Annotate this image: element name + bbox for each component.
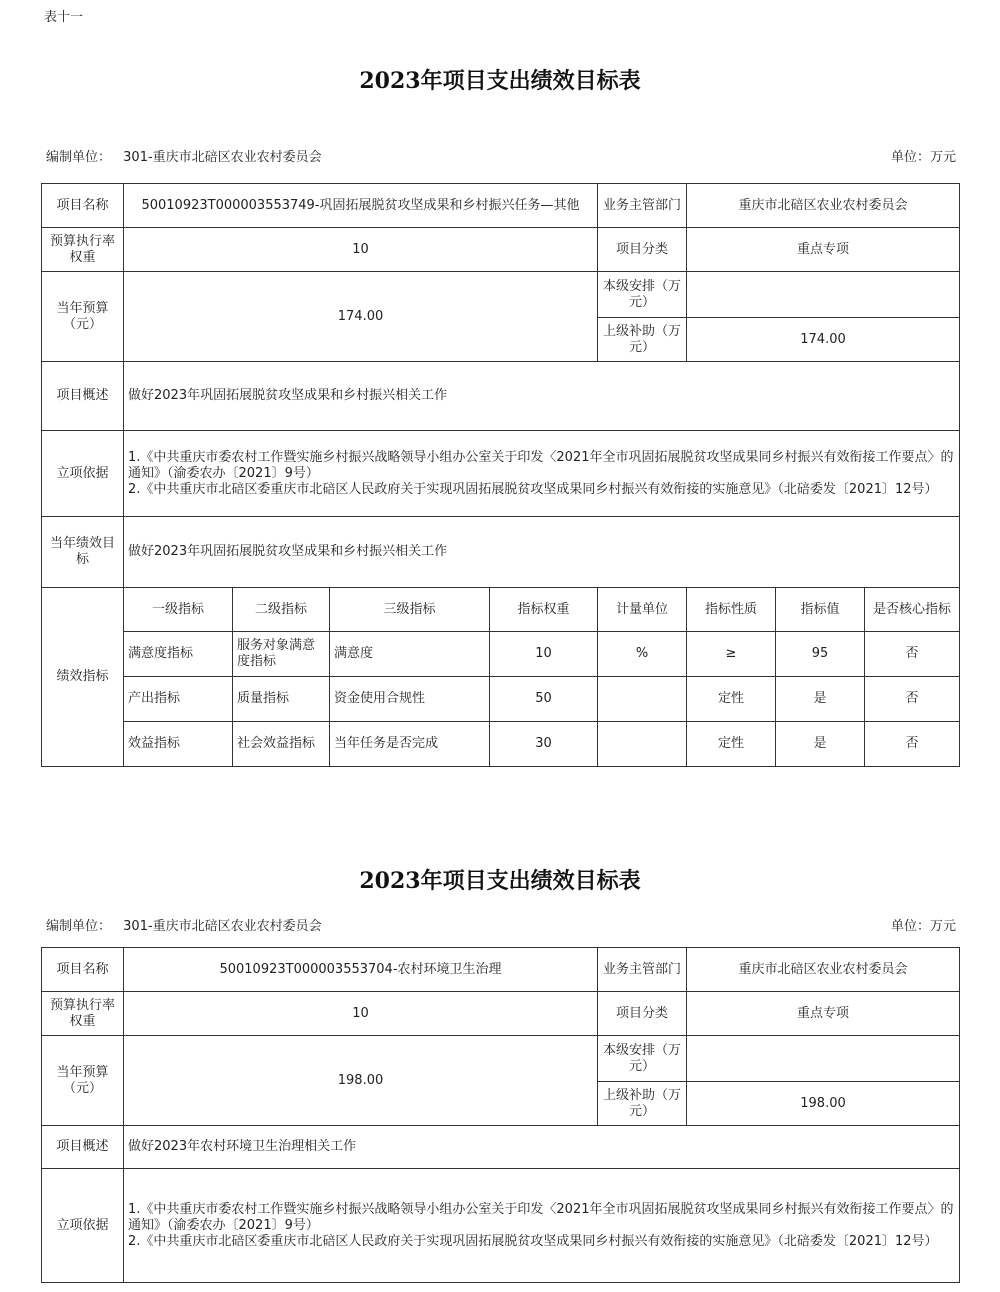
indicator-header-nature: 指标性质 — [687, 588, 776, 632]
superior-subsidy-value: 174.00 — [687, 318, 960, 362]
category-label: 项目分类 — [598, 228, 687, 272]
indicator-header-weight: 指标权重 — [490, 588, 598, 632]
compiling-unit-label: 编制单位： — [46, 919, 112, 934]
budget-value: 174.00 — [124, 272, 598, 362]
basis-item-2: 2.《中共重庆市北碚区委重庆市北碚区人民政府关于实现巩固拓展脱贫攻坚成果同乡村振兴有效衔接的实施意见》（北碚委发〔2021〕12号） — [128, 1233, 938, 1249]
indicator-header-core: 是否核心指标 — [865, 588, 960, 632]
indicator-cell: 产出指标 — [124, 677, 233, 722]
currency-unit: 单位：万元 — [890, 919, 956, 934]
indicator-header-level3: 三级指标 — [330, 588, 490, 632]
local-arrangement-label: 本级安排（万元） — [598, 1036, 687, 1082]
basis-value — [124, 431, 960, 517]
weight-label: 预算执行率权重 — [42, 992, 124, 1036]
basis-value — [124, 1169, 960, 1283]
superior-subsidy-label: 上级补助（万元） — [598, 318, 687, 362]
compiling-unit-label: 编制单位： — [46, 150, 112, 165]
department-value: 重庆市北碚区农业农村委员会 — [687, 184, 960, 228]
indicator-cell: 定性 — [687, 722, 776, 767]
superior-subsidy-label: 上级补助（万元） — [598, 1082, 687, 1126]
table-row — [42, 677, 960, 722]
annual-goal-value: 做好2023年巩固拓展脱贫攻坚成果和乡村振兴相关工作 — [124, 517, 960, 588]
local-arrangement-label: 本级安排（万元） — [598, 272, 687, 318]
form-title: 2023年项目支出绩效目标表 — [359, 868, 641, 894]
indicator-cell: 当年任务是否完成 — [330, 722, 490, 767]
overview-value: 做好2023年农村环境卫生治理相关工作 — [124, 1126, 960, 1169]
project-name-value: 50010923T000003553704-农村环境卫生治理 — [124, 948, 598, 992]
superior-subsidy-value: 198.00 — [687, 1082, 960, 1126]
local-arrangement-value — [687, 1036, 960, 1082]
compiling-unit-value: 301-重庆市北碚区农业农村委员会 — [123, 919, 322, 934]
overview-label: 项目概述 — [42, 1126, 124, 1169]
indicator-cell — [598, 677, 687, 722]
indicator-cell: 满意度 — [330, 632, 490, 677]
indicator-cell: 满意度指标 — [124, 632, 233, 677]
performance-target-table — [41, 947, 960, 1283]
category-label: 项目分类 — [598, 992, 687, 1036]
indicator-cell: 服务对象满意度指标 — [233, 632, 330, 677]
currency-unit: 单位：万元 — [890, 150, 956, 165]
performance-target-table — [41, 183, 960, 767]
project-name-label: 项目名称 — [42, 184, 124, 228]
indicator-cell: 否 — [865, 722, 960, 767]
indicator-cell: 50 — [490, 677, 598, 722]
indicator-cell: 定性 — [687, 677, 776, 722]
indicators-label: 绩效指标 — [42, 588, 124, 767]
compiling-unit — [46, 146, 322, 165]
indicator-cell: 95 — [776, 632, 865, 677]
indicator-cell: 否 — [865, 632, 960, 677]
weight-label: 预算执行率权重 — [42, 228, 124, 272]
indicator-cell — [598, 722, 687, 767]
budget-label: 当年预算（元） — [42, 272, 124, 362]
category-value: 重点专项 — [687, 992, 960, 1036]
indicator-cell: 30 — [490, 722, 598, 767]
indicator-header-level2: 二级指标 — [233, 588, 330, 632]
category-value: 重点专项 — [687, 228, 960, 272]
basis-label: 立项依据 — [42, 1169, 124, 1283]
overview-label: 项目概述 — [42, 362, 124, 431]
project-name-label: 项目名称 — [42, 948, 124, 992]
basis-item-1: 1.《中共重庆市委农村工作暨实施乡村振兴战略领导小组办公室关于印发〈2021年全市巩固拓展脱贫攻坚成果同乡村振兴有效衔接工作要点〉的通知》（渝委农办〔2021〕9号） — [128, 1201, 954, 1233]
project-name-value: 50010923T000003553749-巩固拓展脱贫攻坚成果和乡村振兴任务—其他 — [124, 184, 598, 228]
form-title: 2023年项目支出绩效目标表 — [359, 68, 641, 94]
indicator-header-value: 指标值 — [776, 588, 865, 632]
budget-label: 当年预算（元） — [42, 1036, 124, 1126]
weight-value: 10 — [124, 228, 598, 272]
indicator-cell: 效益指标 — [124, 722, 233, 767]
indicator-cell: 10 — [490, 632, 598, 677]
table-number-label: 表十一 — [44, 10, 84, 25]
basis-label: 立项依据 — [42, 431, 124, 517]
indicator-cell: 社会效益指标 — [233, 722, 330, 767]
indicator-cell: 质量指标 — [233, 677, 330, 722]
indicator-cell: 是 — [776, 722, 865, 767]
department-value: 重庆市北碚区农业农村委员会 — [687, 948, 960, 992]
annual-goal-label: 当年绩效目标 — [42, 517, 124, 588]
indicator-cell: 资金使用合规性 — [330, 677, 490, 722]
compiling-unit — [46, 915, 322, 934]
indicator-header-unit: 计量单位 — [598, 588, 687, 632]
table-row — [42, 632, 960, 677]
basis-item-1: 1.《中共重庆市委农村工作暨实施乡村振兴战略领导小组办公室关于印发〈2021年全市巩固拓展脱贫攻坚成果同乡村振兴有效衔接工作要点〉的通知》（渝委农办〔2021〕9号） — [128, 449, 954, 481]
local-arrangement-value — [687, 272, 960, 318]
basis-item-2: 2.《中共重庆市北碚区委重庆市北碚区人民政府关于实现巩固拓展脱贫攻坚成果同乡村振兴有效衔接的实施意见》（北碚委发〔2021〕12号） — [128, 481, 938, 497]
indicator-cell: % — [598, 632, 687, 677]
table-row — [42, 722, 960, 767]
weight-value: 10 — [124, 992, 598, 1036]
indicator-cell: 否 — [865, 677, 960, 722]
indicator-cell: ≥ — [687, 632, 776, 677]
overview-value: 做好2023年巩固拓展脱贫攻坚成果和乡村振兴相关工作 — [124, 362, 960, 431]
budget-value: 198.00 — [124, 1036, 598, 1126]
indicator-header-level1: 一级指标 — [124, 588, 233, 632]
department-label: 业务主管部门 — [598, 184, 687, 228]
compiling-unit-value: 301-重庆市北碚区农业农村委员会 — [123, 150, 322, 165]
department-label: 业务主管部门 — [598, 948, 687, 992]
indicator-cell: 是 — [776, 677, 865, 722]
